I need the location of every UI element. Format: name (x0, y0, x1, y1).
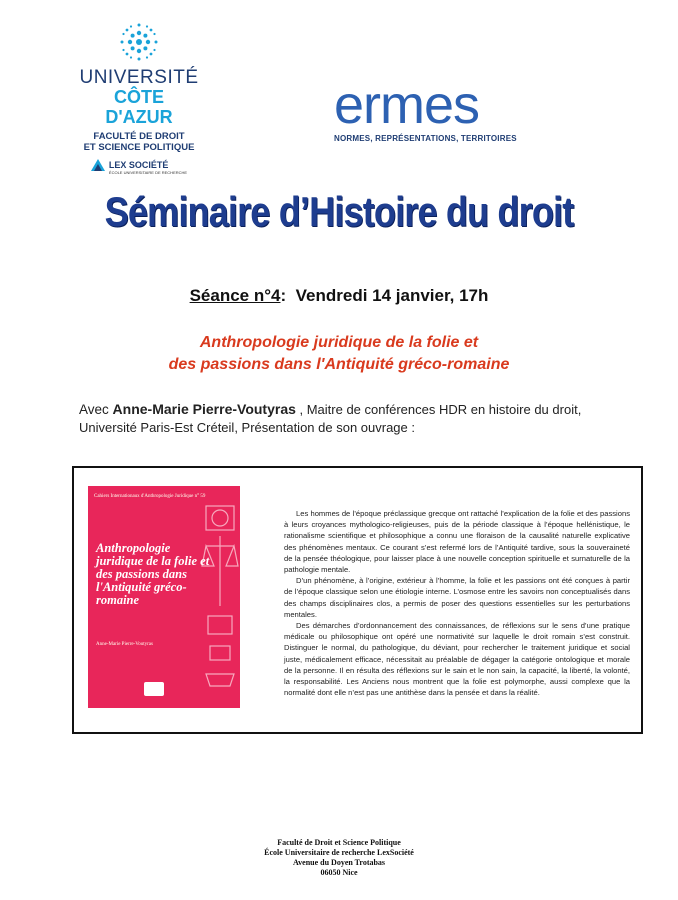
footer-address (0, 838, 678, 878)
footer-line3: Avenue du Doyen Trotabas (292, 858, 386, 867)
book-series: Cahiers Internationaux d'Anthropologie Juridique n° 59 (94, 494, 206, 499)
lex-societe-name: LEX SOCIÉTÉ (108, 159, 169, 170)
blurb-paragraph: Les hommes de l’époque préclassique grecque ont rattaché l’explication de la folie et des passions à leurs croyances mythologico-religieuses, puis de la période classique à l’époque hellénistique, le rationalisme scientifique et philosophique a connu une floraison de la causalité naturelle explicative des phénomènes mentaux. Ce courant s’est refermé lors de l’Antiquité tardive, sous la souveraineté de la pensée théologique, pour laisser place à une nouvelle conception spirituelle et surnaturelle de la pathologie mentale. (284, 509, 630, 575)
faculty-line1: FACULTÉ DE DROIT (93, 131, 185, 142)
uca-dots-icon (119, 22, 159, 62)
session-label: Séance n°4 (189, 286, 281, 305)
blurb-paragraph: D’un phénomène, à l’origine, extérieur à l’homme, la folie et les passions ont été conçues à partir de l’époque classique selon une étiologie interne. L’osmose entre les savoirs non conceptualisés dans des champs disciplinaires clos, a permis de poser des questions essentielles sur les perturbations mentales. (284, 576, 630, 619)
publisher-badge-icon (144, 682, 164, 696)
university-name-line1: UNIVERSITÉ (79, 67, 199, 88)
topic-line1: Anthropologie juridique de la folie et (199, 334, 479, 351)
session-line (0, 286, 678, 306)
university-name-line2: CÔTE D'AZUR (105, 87, 173, 127)
speaker-role: , Maitre de conférences HDR en histoire du droit, (295, 402, 582, 417)
footer-line4: 06050 Nice (320, 868, 358, 877)
lex-societe-subtitle: ÉCOLE UNIVERSITAIRE DE RECHERCHE (108, 169, 188, 175)
book-cover (88, 486, 240, 708)
session-date: Vendredi 14 janvier, 17h (295, 286, 489, 305)
speaker-affiliation: Université Paris-Est Créteil, Présentation de son ouvrage : (79, 420, 415, 435)
speaker-lead: Avec (79, 402, 113, 417)
seminar-topic (0, 332, 678, 376)
footer-line2: École Universitaire de recherche LexSociété (264, 848, 414, 857)
book-presentation-box (72, 466, 643, 734)
session-separator: : (280, 286, 287, 305)
ermes-tagline: NORMES, REPRÉSENTATIONS, TERRITOIRES (334, 134, 517, 143)
faculty-line2: ET SCIENCE POLITIQUE (83, 142, 195, 153)
ermes-wordmark: ermes (334, 75, 480, 135)
lex-societe-icon (91, 159, 105, 175)
blurb-paragraph: Des démarches d’ordonnancement des connaissances, de réflexions sur le sens d’une pratique médicale ou philosophique ont opéré une normativité sur laquelle le droit romain s’est construit. Distinguer le normal, du pathologique, du déviant, pour rechercher le traitement juridique et social juste, médicalement efficace, nécessitait au préalable de dégager la catégorie ontologique et morale de la personne. Il en résulta des réflexions sur le sain et le non sain, la capacité, la liberté, la volonté, la responsabilité. Les Anciens nous montrent que la folie est polymorphe, aussi complexe que la normalité dont elle n’est pas une antithèse dans la pensée et dans la réalité. (284, 621, 630, 698)
faculty-name (78, 131, 200, 153)
topic-line2: des passions dans l'Antiquité gréco-romaine (168, 356, 510, 373)
universite-cote-dazur-logo (78, 22, 200, 175)
ermes-logo (334, 75, 524, 143)
lex-societe-logo (78, 159, 200, 175)
speaker-name: Anne-Marie Pierre-Voutyras (112, 401, 296, 417)
footer-line1: Faculté de Droit et Science Politique (277, 838, 401, 847)
book-blurb (284, 508, 630, 698)
speaker-info (79, 400, 619, 437)
page-title: Séminaire d’Histoire du droit (104, 188, 574, 235)
book-cover-title: Anthropologie juridique de la folie et des passions dans l'Antiquité gréco-romaine (96, 541, 210, 607)
book-cover-author: Anne-Marie Pierre-Voutyras (96, 642, 153, 647)
